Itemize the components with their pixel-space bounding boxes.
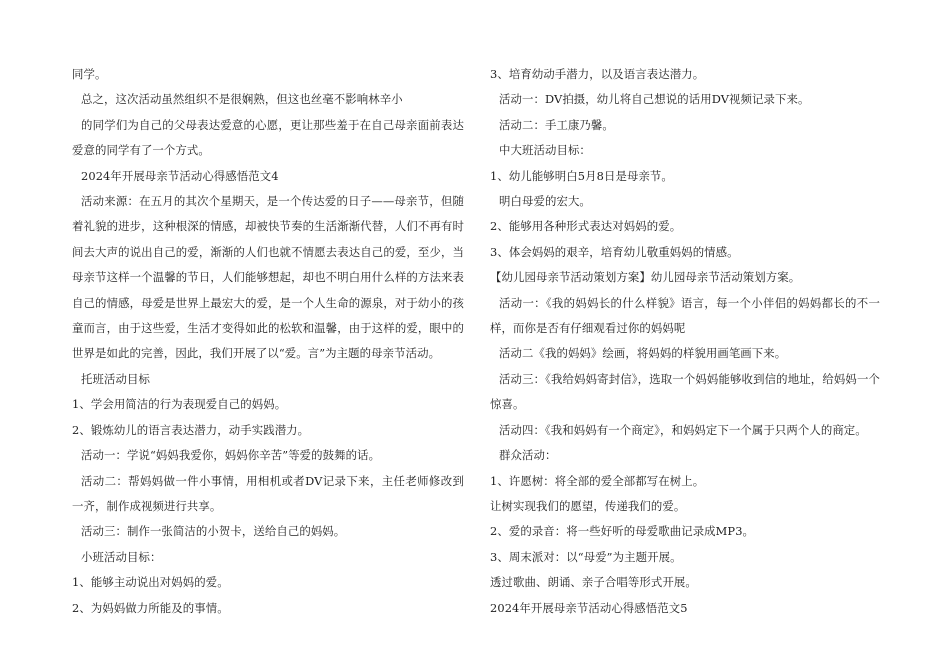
- left-paragraph: 2、为妈妈做力所能及的事情。: [72, 600, 229, 615]
- right-paragraph: 活动三：《我给妈妈寄封信》，选取一个妈妈能够收到信的地址，给妈妈一个惊喜。: [490, 371, 880, 412]
- left-paragraph: 同学。: [72, 67, 107, 81]
- left-paragraph: 活动二：帮妈妈做一件小事情，用相机或者DV记录下来，主任老师修改到一齐，制作成视频进行共享。: [72, 473, 464, 513]
- left-paragraph: 活动来源：在五月的其次个星期天，是一个传达爱的日子——母亲节，但随着礼貌的进步，这种根深的情感，却被快节奏的生活渐渐代替，人们不再有时间去大声的说出自己的爱，渐渐的人们也就不情愿去表达自己的爱，至少，当母亲节这样一个温馨的节日，人们能够想起，却也不明白用什么样的方法来表自己的情感，母爱是世界上最宏大的爱，是一个人生命的源泉，对于幼小的孩童而言，由于这些爱，生活才变得如此的松软和温馨，由于这样的爱，眼中的世界是如此的完善，因此，我们开展了以“爱。言”为主题的母亲节活动。: [72, 194, 464, 361]
- left-paragraph: 托班活动目标: [81, 371, 150, 386]
- right-paragraph: 群众活动：: [499, 448, 557, 463]
- left-paragraph: 1、能够主动说出对妈妈的爱。: [72, 575, 229, 590]
- right-paragraph: 活动二《我的妈妈》绘画，将妈妈的样貌用画笔画下来。: [499, 346, 787, 361]
- right-paragraph: 中大班活动目标：: [499, 143, 591, 158]
- right-paragraph: 2、能够用各种形式表达对妈妈的爱。: [490, 219, 682, 234]
- right-paragraph: 明白母爱的宏大。: [499, 194, 591, 209]
- right-paragraph: 1、幼儿能够明白5月8日是母亲节。: [490, 168, 673, 183]
- right-paragraph: 活动一：DV拍摄，幼儿将自己想说的话用DV视频记录下来。: [499, 92, 810, 107]
- left-paragraph: 2024年开展母亲节活动心得感悟范文4: [81, 168, 279, 183]
- right-paragraph: 【幼儿园母亲节活动策划方案】幼儿园母亲节活动策划方案。: [490, 270, 801, 285]
- right-paragraph: 2024年开展母亲节活动心得感悟范文5: [490, 600, 688, 615]
- right-paragraph: 活动一：《我的妈妈长的什么样貌》语言，每一个小伴侣的妈妈都长的不一样，而你是否有仔细观看过你的妈妈呢: [490, 295, 880, 336]
- right-paragraph: 3、体会妈妈的艰辛，培育幼儿敬重妈妈的情感。: [490, 244, 739, 259]
- right-text-column: [490, 62, 880, 621]
- right-paragraph: 2、爱的录音：将一些好听的母爱歌曲记录成MP3。: [490, 524, 755, 539]
- right-paragraph: 3、周末派对：以“母爱”为主题开展。: [490, 549, 682, 564]
- right-paragraph: 3、培育幼动手潜力，以及语言表达潜力。: [490, 67, 705, 81]
- left-text-column: [72, 62, 464, 621]
- right-paragraph: 活动四：《我和妈妈有一个商定》，和妈妈定下一个属于只两个人的商定。: [499, 422, 867, 437]
- right-paragraph: 透过歌曲、朗诵、亲子合唱等形式开展。: [490, 575, 697, 590]
- left-paragraph: 小班活动目标：: [81, 549, 162, 564]
- left-paragraph: 活动一：学说“妈妈我爱你，妈妈你辛苦”等爱的鼓舞的话。: [81, 448, 381, 463]
- left-paragraph: 1、学会用简洁的行为表现爱自己的妈妈。: [72, 397, 287, 412]
- right-paragraph: 活动二：手工康乃馨。: [499, 117, 614, 132]
- left-paragraph: 的同学们为自己的父母表达爱意的心愿，更让那些羞于在自己母亲面前表达爱意的同学有了一个方式。: [72, 117, 464, 158]
- left-paragraph: 总之，这次活动虽然组织不是很娴熟，但这也丝毫不影响林辛小: [81, 92, 403, 107]
- left-paragraph: 活动三：制作一张简洁的小贺卡，送给自己的妈妈。: [81, 524, 346, 539]
- right-paragraph: 1、许愿树：将全部的爱全部都写在树上。: [490, 473, 705, 488]
- left-paragraph: 2、锻炼幼儿的语言表达潜力，动手实践潜力。: [72, 422, 310, 437]
- right-paragraph: 让树实现我们的愿望，传递我们的爱。: [490, 498, 686, 513]
